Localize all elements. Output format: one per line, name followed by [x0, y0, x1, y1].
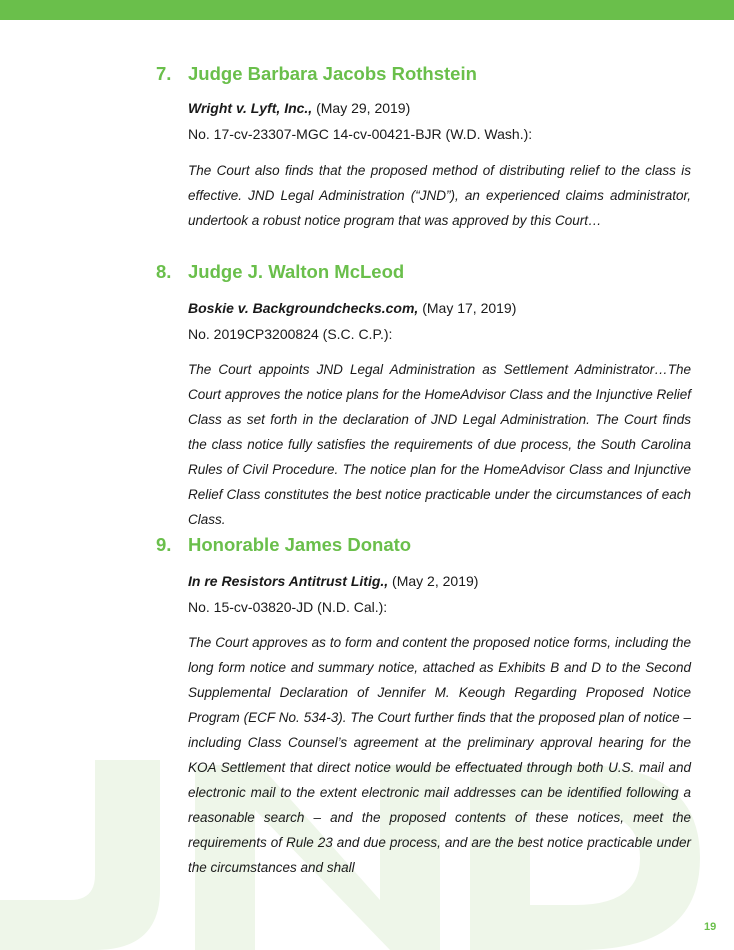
docket-number: No. 17-cv-23307-MGC 14-cv-00421-BJR (W.D. Wash.):: [188, 126, 533, 142]
case-date: (May 29, 2019): [312, 100, 411, 116]
judge-name: Judge Barbara Jacobs Rothstein: [188, 63, 477, 84]
section-heading: [156, 534, 411, 556]
section-number: 7.: [156, 63, 172, 84]
court-quote: The Court also finds that the proposed method of distributing relief to the class is effective. JND Legal Administration (“JND”), an experienced claims administrator, undertook a robust notice program that was approved by this Court…: [188, 163, 691, 228]
section-number: 9.: [156, 534, 172, 555]
case-name: Boskie v. Backgroundchecks.com,: [188, 300, 419, 316]
case-date: (May 2, 2019): [388, 573, 479, 589]
case-citation: [188, 99, 410, 117]
court-quote: The Court appoints JND Legal Administration as Settlement Administrator…The Court approves the notice plans for the HomeAdvisor Class and the Injunctive Relief Class as set forth in the declaration of JND Legal Administration. The Court finds the class notice fully satisfies the requirements of due process, the South Carolina Rules of Civil Procedure. The notice plan for the HomeAdvisor Class and Injunctive Relief Class constitutes the best notice practicable under the circumstances of each Class.: [188, 362, 691, 527]
case-citation: [188, 299, 516, 317]
case-citation: [188, 572, 478, 590]
page-number: 19: [704, 921, 717, 933]
case-name: Wright v. Lyft, Inc.,: [188, 100, 313, 116]
docket-number: No. 2019CP3200824 (S.C. C.P.):: [188, 326, 393, 342]
section-number: 8.: [156, 261, 172, 282]
section-heading: [156, 261, 404, 283]
judge-name: Honorable James Donato: [188, 534, 412, 555]
section-heading: [156, 63, 477, 85]
judge-name: Judge J. Walton McLeod: [188, 261, 405, 282]
docket-number: No. 15-cv-03820-JD (N.D. Cal.):: [188, 599, 388, 615]
case-date: (May 17, 2019): [418, 300, 517, 316]
court-quote: The Court approves as to form and content the proposed notice forms, including the long form notice and summary notice, attached as Exhibits B and D to the Second Supplemental Declaration of Jennifer M. Keough Regarding Proposed Notice Program (ECF No. 534-3). The Court further finds that the proposed plan of notice – including Class Counsel’s agreement at the preliminary approval hearing for the KOA Settlement that direct notice would be effectuated through both U.S. mail and electronic mail to the extent electronic mail addresses can be identified following a reasonable search – and the proposed contents of these notices, meet the requirements of Rule 23 and due process, and are the best notice practicable under the circumstances and shall: [188, 635, 691, 875]
case-name: In re Resistors Antitrust Litig.,: [188, 573, 389, 589]
